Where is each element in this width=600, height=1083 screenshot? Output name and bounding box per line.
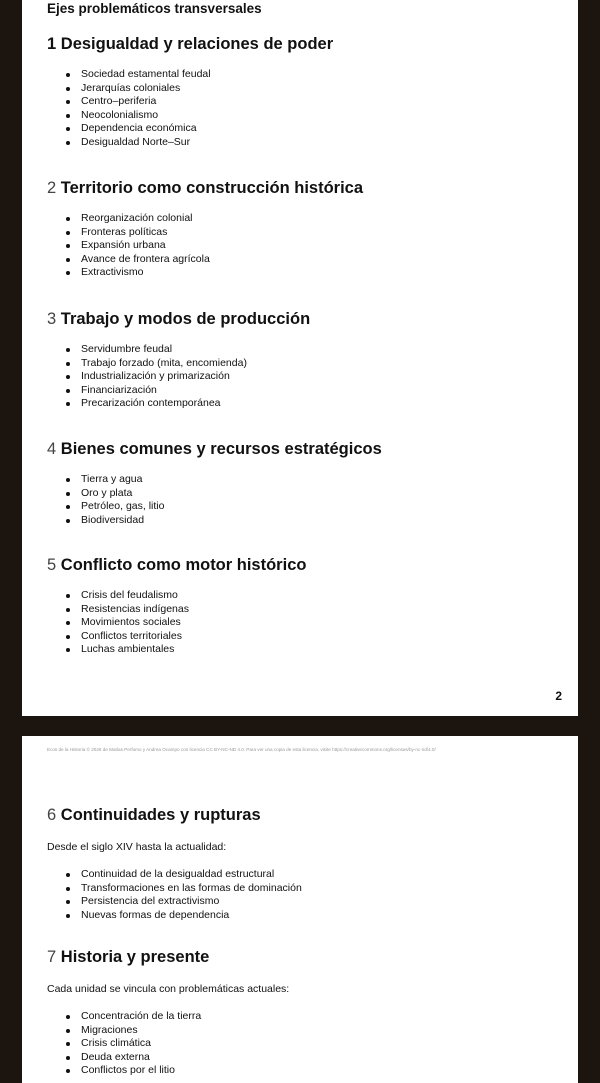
section-heading-text: Conflicto como motor histórico [60,556,307,574]
bullet-icon [66,402,70,406]
bullet-icon [66,1042,70,1046]
section-5 [47,555,567,657]
bullet-icon [66,100,70,104]
list-item-text: Precarización contemporánea [81,397,221,410]
bullet-list [47,68,567,150]
list-item [81,616,567,630]
list-item-text: Biodiversidad [81,513,145,526]
list-item [81,487,567,501]
list-item [81,1064,567,1078]
list-item [81,1024,567,1038]
list-item [81,95,567,109]
bullet-icon [66,648,70,652]
list-item [81,473,567,487]
license-notice: Ecos de la Historia © 2026 de Matías Perfumo y Andrea Ocampo con licencia CC BY-NC-ND 4.0. Para ver una copia de esta licencia, visite https://creativecommons.org/licenses/by-nc-nd/4.0/ [47,747,436,752]
list-item [81,397,567,411]
bullet-icon [66,362,70,366]
section-intro: Cada unidad se vincula con problemáticas actuales: [47,983,290,995]
bullet-icon [66,914,70,918]
section-7 [47,947,567,1078]
section-heading [47,439,567,459]
list-item-text: Deuda externa [81,1050,150,1063]
list-item [81,384,567,398]
section-heading [47,309,567,329]
list-item [81,343,567,357]
list-item [81,500,567,514]
list-item-text: Industrialización y primarización [81,370,230,383]
list-item [81,212,567,226]
section-heading-text: Continuidades y rupturas [60,806,261,824]
list-item [81,630,567,644]
bullet-icon [66,217,70,221]
section-heading [47,947,567,967]
section-number: 1 [47,35,57,53]
section-number: 3 [47,310,57,328]
section-number: 2 [47,179,57,197]
bullet-icon [66,127,70,131]
list-item [81,226,567,240]
list-item [81,1037,567,1051]
section-4 [47,439,567,527]
list-item [81,253,567,267]
section-6 [47,805,567,922]
list-item [81,643,567,657]
list-item [81,370,567,384]
list-item-text: Reorganización colonial [81,212,193,224]
list-item-text: Desigualdad Norte–Sur [81,135,191,148]
section-heading [47,178,567,198]
section-3 [47,309,567,411]
section-heading [47,555,567,575]
list-item-text: Petróleo, gas, litio [81,500,165,513]
bullet-icon [66,505,70,509]
list-item-text: Neocolonialismo [81,108,159,121]
section-heading-text: Territorio como construcción histórica [60,179,364,197]
list-item-text: Conflictos territoriales [81,629,182,642]
section-heading [47,805,567,825]
page-number: 2 [555,689,562,703]
list-item-text: Trabajo forzado (mita, encomienda) [81,356,247,369]
list-item-text: Luchas ambientales [81,643,175,656]
list-item [81,357,567,371]
document-page-1 [22,0,578,716]
list-item-text: Nuevas formas de dependencia [81,908,230,921]
bullet-icon [66,244,70,248]
bullet-icon [66,389,70,393]
list-item [81,514,567,528]
list-item-text: Servidumbre feudal [81,343,173,355]
document-page-2 [22,736,578,1083]
bullet-icon [66,1015,70,1019]
bullet-icon [66,87,70,91]
bullet-icon [66,1069,70,1073]
bullet-icon [66,73,70,77]
section-number: 7 [47,948,57,966]
bullet-icon [66,492,70,496]
list-item [81,122,567,136]
list-item-text: Persistencia del extractivismo [81,895,220,908]
bullet-list [47,868,567,922]
bullet-list [47,343,567,411]
list-item-text: Tierra y agua [81,473,143,485]
bullet-icon [66,594,70,598]
bullet-icon [66,519,70,523]
list-item [81,603,567,617]
list-item-text: Financiarización [81,383,157,396]
list-item-text: Sociedad estamental feudal [81,68,211,80]
section-heading [47,34,567,54]
list-item-text: Transformaciones en las formas de dominación [81,881,302,894]
section-heading-text: Desigualdad y relaciones de poder [60,35,334,53]
bullet-list [47,1010,567,1078]
list-item [81,1051,567,1065]
section-2 [47,178,567,280]
list-item [81,82,567,96]
list-item [81,895,567,909]
list-item [81,868,567,882]
bullet-icon [66,231,70,235]
list-item [81,1010,567,1024]
bullet-icon [66,1056,70,1060]
list-item-text: Centro–periferia [81,95,157,108]
section-number: 6 [47,806,57,824]
bullet-icon [66,141,70,145]
list-item-text: Fronteras políticas [81,225,168,238]
list-item-text: Jerarquías coloniales [81,81,181,94]
list-item [81,136,567,150]
list-item [81,882,567,896]
list-item-text: Extractivismo [81,266,144,279]
bullet-icon [66,478,70,482]
section-heading-text: Historia y presente [60,948,210,966]
list-item [81,239,567,253]
section-heading-text: Trabajo y modos de producción [60,310,311,328]
list-item [81,909,567,923]
document-title: Ejes problemáticos transversales [47,1,262,16]
bullet-icon [66,375,70,379]
section-1 [47,34,567,150]
bullet-icon [66,621,70,625]
bullet-icon [66,635,70,639]
list-item [81,589,567,603]
bullet-icon [66,258,70,262]
section-number: 4 [47,440,57,458]
list-item [81,68,567,82]
section-intro: Desde el siglo XIV hasta la actualidad: [47,841,227,853]
bullet-list [47,589,567,657]
list-item-text: Continuidad de la desigualdad estructural [81,868,275,880]
bullet-list [47,212,567,280]
list-item-text: Crisis climática [81,1037,152,1050]
list-item-text: Movimientos sociales [81,616,181,629]
list-item-text: Concentración de la tierra [81,1010,202,1022]
bullet-icon [66,873,70,877]
bullet-icon [66,608,70,612]
list-item-text: Avance de frontera agrícola [81,252,210,265]
list-item-text: Oro y plata [81,486,133,499]
list-item [81,266,567,280]
bullet-icon [66,900,70,904]
list-item-text: Conflictos por el litio [81,1064,175,1077]
list-item-text: Migraciones [81,1023,138,1036]
bullet-list [47,473,567,527]
list-item-text: Expansión urbana [81,239,166,252]
section-number: 5 [47,556,57,574]
bullet-icon [66,348,70,352]
list-item-text: Dependencia económica [81,122,197,135]
list-item-text: Crisis del feudalismo [81,589,178,601]
bullet-icon [66,887,70,891]
bullet-icon [66,1029,70,1033]
bullet-icon [66,271,70,275]
list-item-text: Resistencias indígenas [81,602,189,615]
bullet-icon [66,114,70,118]
list-item [81,109,567,123]
section-heading-text: Bienes comunes y recursos estratégicos [60,440,382,458]
